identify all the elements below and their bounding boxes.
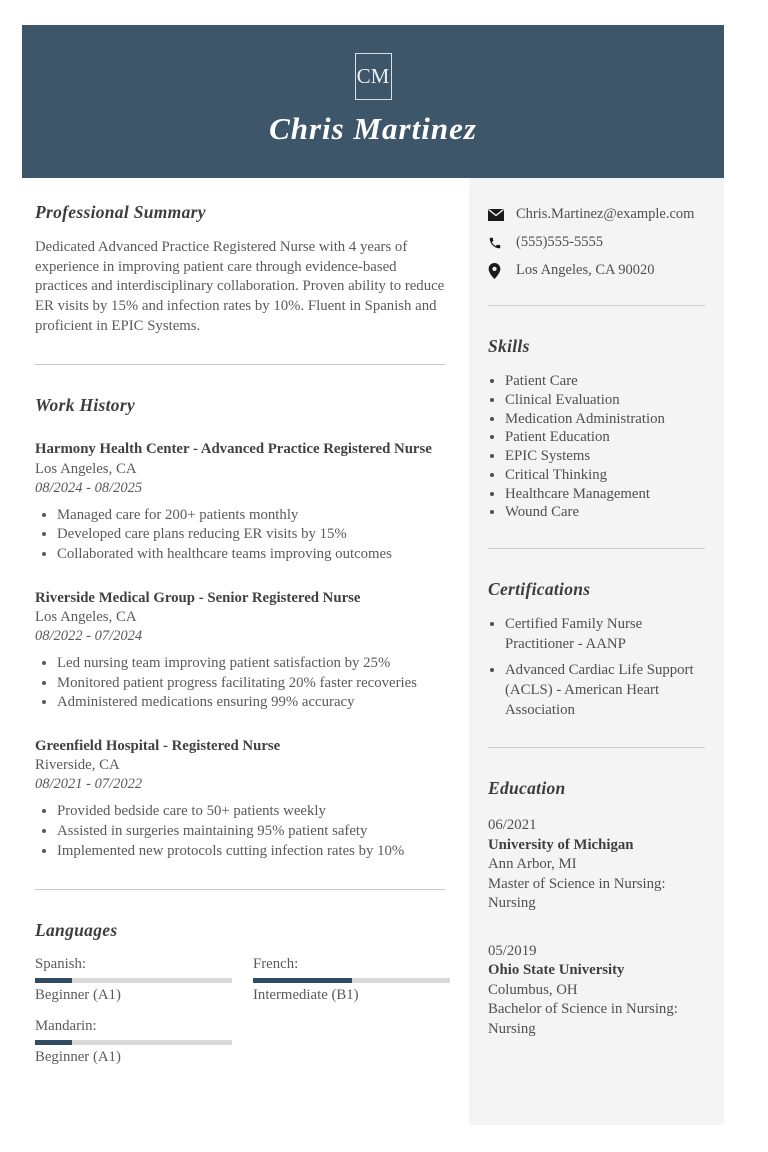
education-date: 06/2021 — [488, 817, 537, 834]
divider — [488, 305, 705, 306]
education-school: University of Michigan — [488, 836, 634, 853]
header-banner — [22, 25, 724, 178]
job-bullet: • Implemented new protocols cutting infection rates by 10% — [57, 842, 445, 862]
skill-item: • Wound Care — [505, 503, 705, 522]
certification-item: • Advanced Cardiac Life Support (ACLS) - American Heart Association — [505, 661, 705, 721]
certification-item: • Certified Family Nurse Practitioner - AANP — [505, 615, 705, 655]
summary-heading: Professional Summary — [35, 202, 206, 222]
job-bullet: • Assisted in surgeries maintaining 95% patient safety — [57, 822, 445, 842]
job-entry — [35, 589, 445, 713]
language-name: Spanish: — [35, 956, 86, 973]
skill-item: • Patient Care — [505, 372, 705, 391]
contact-location: Los Angeles, CA 90020 — [516, 262, 655, 278]
job-bullet: • Managed care for 200+ patients monthly — [57, 506, 445, 526]
job-location: Riverside, CA — [35, 757, 120, 774]
skill-item: • Medication Administration — [505, 410, 705, 429]
job-location: Los Angeles, CA — [35, 608, 137, 625]
language-progress-fill — [35, 978, 72, 983]
education-degree: Bachelor of Science in Nursing: Nursing — [488, 1001, 678, 1037]
language-item — [35, 956, 232, 1004]
job-bullet-list — [35, 506, 445, 565]
skill-item: • EPIC Systems — [505, 447, 705, 466]
work-history-heading: Work History — [35, 395, 136, 416]
main-column — [22, 178, 469, 1125]
phone-icon — [488, 235, 504, 251]
language-item — [253, 956, 450, 1004]
language-name: French: — [253, 956, 299, 973]
education-date: 05/2019 — [488, 942, 537, 959]
education-heading: Education — [488, 778, 566, 799]
divider — [35, 364, 445, 365]
job-entry — [35, 737, 445, 861]
job-bullet-list — [35, 802, 445, 861]
job-bullet: • Provided bedside care to 50+ patients weekly — [57, 802, 445, 822]
job-dates: 08/2024 - 08/2025 — [35, 479, 143, 496]
monogram-initials: CM — [356, 64, 390, 88]
language-level: Intermediate (B1) — [253, 987, 359, 1004]
contact-phone: (555)555-5555 — [516, 234, 603, 250]
education-entry — [488, 816, 705, 914]
job-bullet: • Monitored patient progress facilitating 20% faster recoveries — [57, 674, 445, 694]
person-name: Chris Martinez — [269, 111, 477, 146]
job-bullet: • Led nursing team improving patient satisfaction by 25% — [57, 654, 445, 674]
contact-phone-row — [488, 234, 705, 251]
education-location: Columbus, OH — [488, 981, 578, 998]
languages-heading: Languages — [35, 920, 118, 941]
language-progress-fill — [253, 978, 352, 983]
contact-email: Chris.Martinez@example.com — [516, 206, 695, 222]
language-progress-track — [35, 1040, 232, 1045]
job-dates: 08/2021 - 07/2022 — [35, 776, 143, 793]
job-entry — [35, 440, 445, 564]
contact-email-row — [488, 206, 705, 223]
skill-item: • Clinical Evaluation — [505, 391, 705, 410]
languages-grid — [35, 956, 445, 1080]
education-school: Ohio State University — [488, 962, 625, 979]
skill-item: • Critical Thinking — [505, 466, 705, 485]
monogram-badge — [355, 53, 392, 100]
education-entry — [488, 942, 705, 1040]
language-item — [35, 1018, 232, 1066]
job-bullet: • Developed care plans reducing ER visits by 15% — [57, 525, 445, 545]
education-location: Ann Arbor, MI — [488, 856, 577, 873]
language-progress-track — [35, 978, 232, 983]
education-degree: Master of Science in Nursing: Nursing — [488, 875, 666, 912]
divider — [488, 747, 705, 748]
language-progress-fill — [35, 1040, 72, 1045]
job-title: Harmony Health Center - Advanced Practice Registered Nurse — [35, 441, 432, 458]
location-pin-icon — [488, 263, 504, 279]
job-title: Riverside Medical Group - Senior Registered Nurse — [35, 589, 361, 606]
language-level: Beginner (A1) — [35, 987, 121, 1004]
contact-location-row — [488, 262, 705, 279]
language-name: Mandarin: — [35, 1018, 97, 1035]
certifications-heading: Certifications — [488, 579, 591, 600]
job-dates: 08/2022 - 07/2024 — [35, 628, 143, 645]
language-level: Beginner (A1) — [35, 1049, 121, 1066]
certifications-list — [488, 615, 705, 721]
skills-heading: Skills — [488, 336, 530, 356]
job-bullet: • Collaborated with healthcare teams improving outcomes — [57, 545, 445, 565]
language-progress-track — [253, 978, 450, 983]
job-bullet-list — [35, 654, 445, 713]
job-bullet: • Administered medications ensuring 99% accuracy — [57, 693, 445, 713]
sidebar-column — [469, 178, 724, 1125]
summary-text: Dedicated Advanced Practice Registered Nurse with 4 years of experience in improving patient care through evidence-based practices and interdisciplinary collaboration. Proven ability to reduce ER visits by 15% and infection rates by 10%. Fluent in Spanish and proficient in EPIC Systems. — [35, 239, 445, 334]
divider — [488, 548, 705, 549]
content-columns — [22, 178, 724, 1125]
skill-item: • Patient Education — [505, 428, 705, 447]
divider — [35, 889, 445, 890]
skill-item: • Healthcare Management — [505, 485, 705, 504]
job-title: Greenfield Hospital - Registered Nurse — [35, 738, 281, 755]
job-location: Los Angeles, CA — [35, 460, 137, 477]
skills-list — [488, 372, 705, 522]
envelope-icon — [488, 207, 504, 223]
